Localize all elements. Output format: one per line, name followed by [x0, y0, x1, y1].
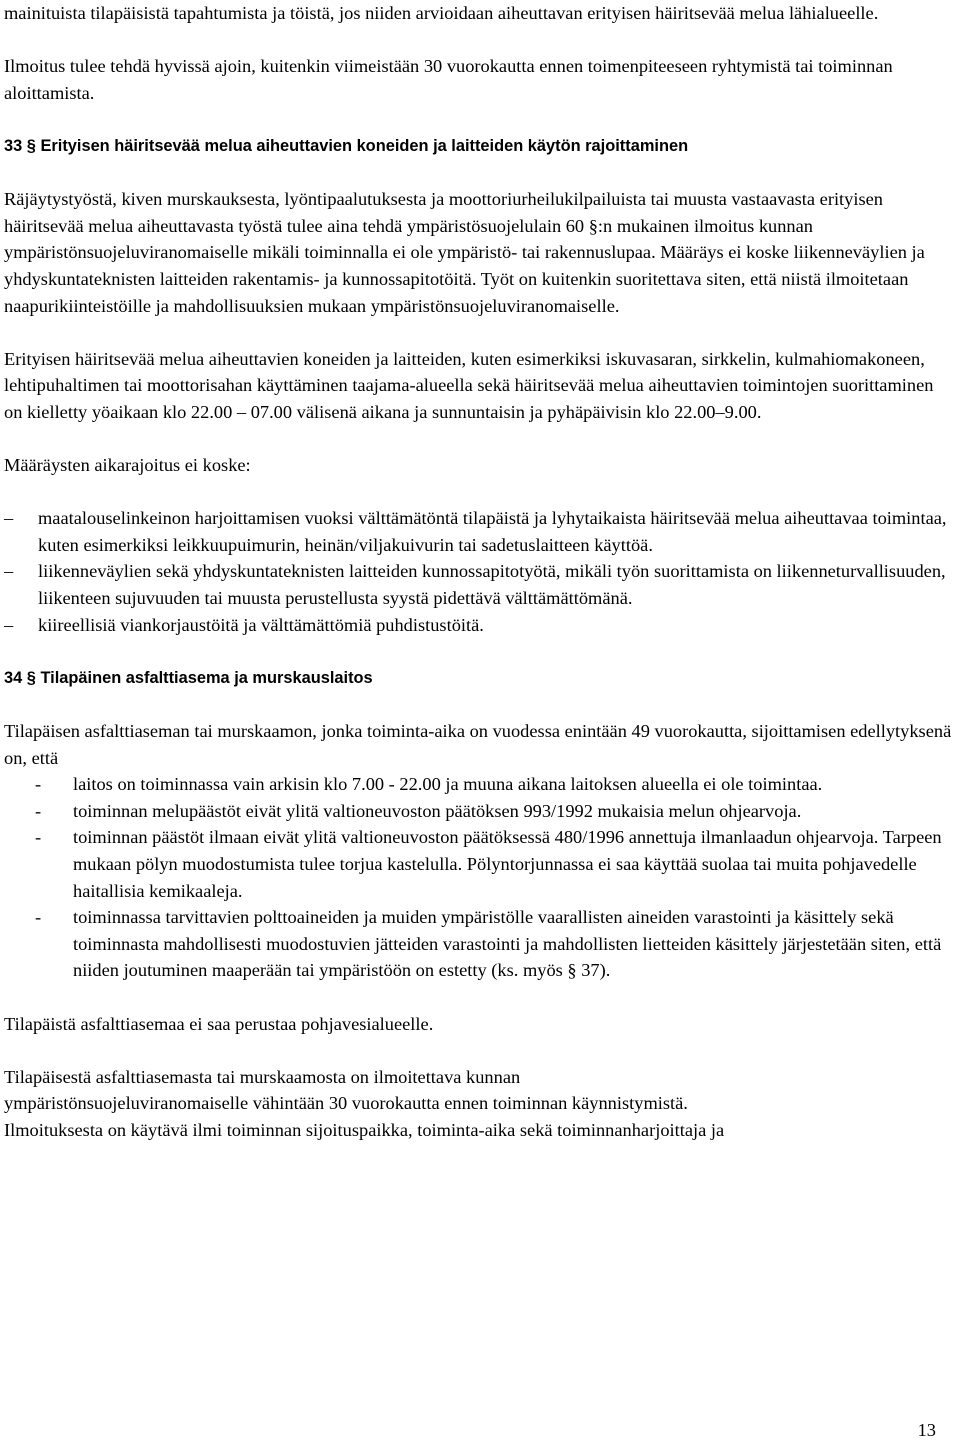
list-bullet: – — [4, 561, 14, 582]
list-bullet: – — [4, 508, 14, 529]
section-33-paragraph-3: Määräysten aikarajoitus ei koske: — [4, 455, 251, 476]
list-item-text: laitos on toiminnassa vain arkisin klo 7.00 - 22.00 ja muuna aikana laitoksen alueella ei ole toimintaa. — [73, 774, 823, 795]
list-item — [4, 612, 954, 639]
section-34-paragraph-3-line-3: Ilmoituksesta on käytävä ilmi toiminnan sijoituspaikka, toiminta-aika sekä toiminnanharjoittaja ja — [4, 1119, 725, 1140]
section-33-paragraph-1: Räjäytystyöstä, kiven murskauksesta, lyöntipaalutuksesta ja moottoriurheilukilpailuista tai muusta vastaavasta erityisen häiritsevää melua aiheuttavasta työstä tulee aina tehdä ympäristösuojelulain 60 §:n mukainen ilmoitus kunnan ympäristönsuojeluviranomaiselle mikäli toiminnalla ei ole ympäristö- tai rakennuslupaa. Määräys ei koske liikenneväylien ja yhdyskuntateknisten laitteiden rakentamis- ja kunnossapitotöitä. Työt on kuitenkin suoritettava siten, että niistä ilmoitetaan naapurikiinteistöille ja mahdollisuuksien mukaan ympäristönsuojeluviranomaiselle. — [4, 189, 925, 316]
section-33-paragraph-2: Erityisen häiritsevää melua aiheuttavien koneiden ja laitteiden, kuten esimerkiksi iskuvasaran, sirkkelin, kulmahiomakoneen, lehtipuhaltimen tai moottorisahan käyttäminen taajama-alueella sekä häiritsevää melua aiheuttavien toimintojen suorittaminen on kielletty yöaikaan klo 22.00 – 07.00 välisenä aikana ja sunnuntaisin ja pyhäpäivisin klo 22.00–9.00. — [4, 348, 934, 422]
list-item — [4, 771, 954, 798]
section-34-condition-list — [4, 771, 954, 984]
list-bullet: - — [35, 827, 42, 848]
document-page — [4, 0, 954, 1144]
list-bullet: – — [4, 614, 14, 635]
section-34-paragraph-2: Tilapäistä asfalttiasemaa ei saa perustaa pohjavesialueelle. — [4, 1013, 434, 1034]
section-34-paragraph-1: Tilapäisen asfalttiaseman tai murskaamon, jonka toiminta-aika on vuodessa enintään 49 vuorokautta, sijoittamisen edellytyksenä on, että — [4, 721, 952, 768]
list-item — [4, 798, 954, 825]
list-item — [4, 904, 954, 984]
list-item-text: toiminnan melupäästöt eivät ylitä valtioneuvoston päätöksen 993/1992 mukaisia melun ohjearvoja. — [73, 800, 802, 821]
intro-paragraph-2: Ilmoitus tulee tehdä hyvissä ajoin, kuitenkin viimeistään 30 vuorokautta ennen toimenpiteeseen ryhtymistä tai toiminnan aloittamista. — [4, 56, 893, 103]
section-34-paragraph-3-line-2: ympäristönsuojeluviranomaiselle vähintään 30 vuorokautta ennen toiminnan käynnistymistä. — [4, 1093, 688, 1114]
section-33-exemption-list — [4, 505, 954, 638]
list-item-text: maatalouselinkeinon harjoittamisen vuoksi välttämätöntä tilapäistä ja lyhytaikaista häiritsevää melua aiheuttavaa toimintaa, kuten esimerkiksi leikkuupuimurin, heinän/viljakuivurin tai sadetuslaitteen käyttöä. — [38, 508, 947, 555]
list-item-text: liikenneväylien sekä yhdyskuntateknisten laitteiden kunnossapitotyötä, mikäli työn suorittamista on liikenneturvallisuuden, liikenteen sujuvuuden tai muusta perustellusta syystä pidettävä välttämättömänä. — [38, 561, 946, 609]
list-item — [4, 558, 954, 611]
list-item — [4, 505, 954, 558]
list-bullet: - — [35, 907, 42, 928]
list-item — [4, 824, 954, 904]
intro-paragraph-1: mainituista tilapäisistä tapahtumista ja töistä, jos niiden arvioidaan aiheuttavan erityisen häiritsevää melua lähialueelle. — [4, 3, 879, 23]
section-33-heading: 33 § Erityisen häiritsevää melua aiheuttavien koneiden ja laitteiden käytön rajoittaminen — [4, 136, 689, 155]
section-34-paragraph-3-line-1: Tilapäisestä asfalttiasemasta tai murskaamosta on ilmoitettava kunnan — [4, 1066, 521, 1087]
list-item-text: toiminnassa tarvittavien polttoaineiden ja muiden ympäristölle vaarallisten aineiden varastointi ja käsittely sekä toiminnasta mahdollisesti muodostuvien jätteiden varastointi ja mahdollisten lietteiden käsittely järjestetään siten, että niiden joutuminen maaperään tai ympäristöön on estetty (ks. myös § 37). — [73, 907, 942, 981]
section-34-heading: 34 § Tilapäinen asfalttiasema ja murskauslaitos — [4, 668, 373, 687]
list-item-text: kiireellisiä viankorjaustöitä ja välttämättömiä puhdistustöitä. — [38, 614, 484, 635]
page-number: 13 — [917, 1420, 936, 1440]
list-bullet: - — [35, 774, 42, 795]
list-item-text: toiminnan päästöt ilmaan eivät ylitä valtioneuvoston päätöksessä 480/1996 annettuja ilmanlaadun ohjearvoja. Tarpeen mukaan pölyn muodostumista tulee torjua kastelulla. Pölyntorjunnassa ei saa käyttää suolaa tai muita pohjavedelle haitallisia kemikaaleja. — [73, 827, 942, 901]
list-bullet: - — [35, 800, 42, 821]
